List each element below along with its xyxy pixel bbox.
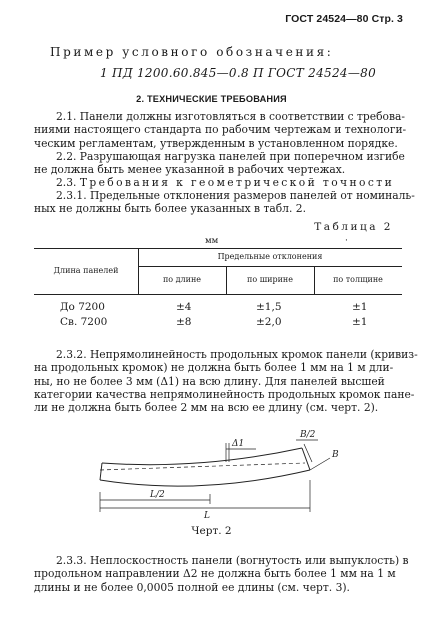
table-label: Таблица 2 [314, 221, 393, 233]
paragraph-line: на продольных кромок) не должна быть более 1 мм на 1 м дли- [34, 361, 394, 375]
paragraph-line: 2.3.3. Неплоскостность панели (вогнутость или выпуклость) в [56, 554, 409, 567]
example-designation: 1 ПД 1200.60.845—0.8 П ГОСТ 24524—80 [100, 66, 377, 80]
table-header-length: Длина панелей [53, 266, 119, 275]
section-title: 2. ТЕХНИЧЕСКИЕ ТРЕБОВАНИЯ [136, 94, 287, 104]
half-width-label: B/2 [300, 430, 316, 440]
table-header-by-length: по длине [162, 275, 202, 284]
half-width-dimension [304, 444, 312, 462]
paragraph-line: ческим регламентам, утвержденным в установленном порядке. [34, 136, 398, 150]
dimension-lines [100, 440, 330, 512]
table-cell: ±4 [176, 301, 192, 313]
paragraph-2-3-3 [34, 554, 409, 594]
delta-label: Δ1 [232, 439, 245, 449]
paragraph-line: ны, но не более 3 мм (Δ1) на всю длину. Для панелей высшей [34, 374, 385, 388]
half-length-label: L/2 [150, 490, 165, 500]
table-cell: ±1 [352, 316, 368, 328]
table-header-by-thickness: по толщине [333, 275, 383, 284]
width-leader [310, 458, 330, 470]
paragraph-line: 2.1. Панели должны изготовляться в соответствии с требова- [56, 110, 405, 123]
figure-caption: Черт. 2 [191, 525, 232, 537]
table-header-deviations: Предельные отклонения [217, 252, 323, 261]
table-header-by-width: по ширине [247, 275, 293, 284]
paragraph-number: 2.3. [56, 176, 77, 189]
paragraph-line: не должна быть менее указанной в рабочих чертежах. [34, 163, 346, 177]
table-mark: · [345, 236, 348, 246]
table-cell: Св. 7200 [60, 316, 108, 328]
page-header: ГОСТ 24524—80 Стр. 3 [285, 13, 403, 25]
paragraph-line: 2.3.2. Непрямолинейность продольных кромок панели (кривиз- [56, 348, 418, 361]
paragraph-line: ных не должны быть более указанных в табл. 2. [34, 202, 306, 216]
example-label: Пример условного обозначения: [50, 45, 334, 59]
length-label: L [204, 511, 210, 521]
paragraph-line: 2.3.1. Предельные отклонения размеров панелей от номиналь- [56, 189, 415, 202]
table-cell: ±8 [176, 316, 192, 328]
paragraph-line: ниями настоящего стандарта по рабочим чертежам и технологи- [34, 123, 407, 137]
table-cell: ±1,5 [256, 301, 282, 313]
table-cell: ±1 [352, 301, 368, 313]
paragraph-line: 2.2. Разрушающая нагрузка панелей при поперечном изгибе [56, 150, 405, 163]
paragraph-line: длины и не более 0,0005 полной ее длины (см. черт. 3). [34, 580, 350, 594]
paragraph-line: ли не должна быть более 2 мм на всю ее длину (см. черт. 2). [34, 401, 379, 415]
paragraph-line: категории качества непрямолинейность продольных кромок пане- [34, 387, 415, 401]
paragraph-line: продольном направлении Δ2 не должна быть более 1 мм на 1 м [34, 567, 396, 581]
width-label: B [332, 450, 339, 460]
table-cell: До 7200 [60, 301, 105, 313]
table-unit: мм [205, 236, 219, 246]
paragraph-heading: Требования к геометрической точности [79, 176, 395, 189]
panel-outline [100, 448, 310, 486]
table-cell: ±2,0 [256, 316, 282, 328]
